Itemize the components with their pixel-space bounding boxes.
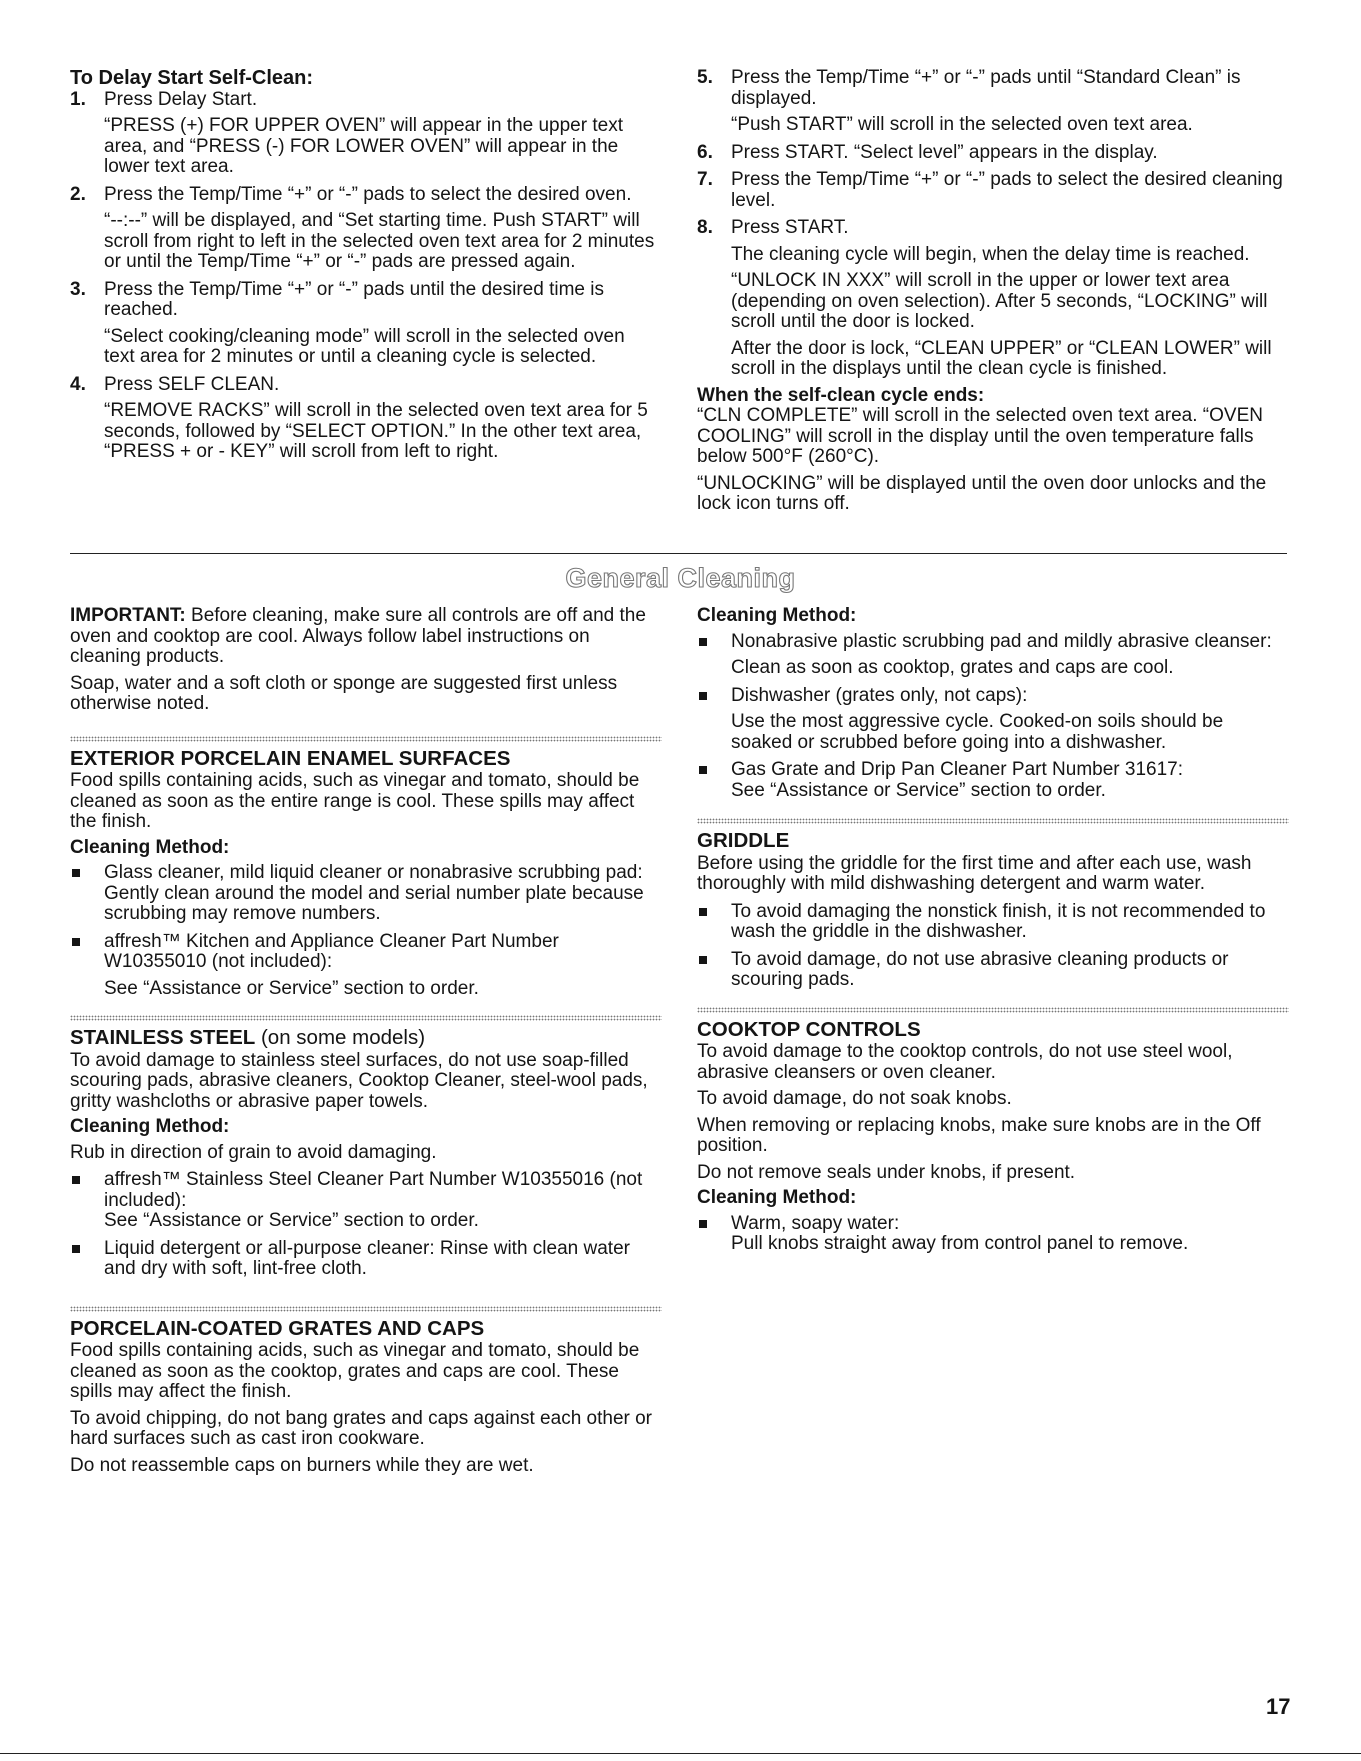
list-item-text: Warm, soapy water: [731,1212,900,1234]
list-item-detail: See “Assistance or Service” section to order. [104,977,479,999]
step-detail: “Push START” will scroll in the selected oven text area. [731,114,1193,135]
step-detail: “Select cooking/cleaning mode” will scroll in the selected oven text area for 2 minutes or until a cleaning cycle is selected. [104,325,625,367]
list-item-text: To avoid damage, do not use abrasive cleaning products or scouring pads. [731,948,1229,990]
page-number: 17 [1266,1694,1291,1719]
delay-start-continued [697,68,1287,515]
controls-paragraph: When removing or replacing knobs, make sure knobs are in the Off position. [697,1114,1261,1156]
stainless-rub: Rub in direction of grain to avoid damaging. [70,1141,437,1163]
list-item [697,686,1289,754]
exterior-heading: EXTERIOR PORCELAIN ENAMEL SURFACES [70,746,511,770]
controls-paragraph: Do not remove seals under knobs, if present. [697,1161,1076,1183]
dotted-divider [70,736,662,742]
exterior-intro: Food spills containing acids, such as vinegar and tomato, should be cleaned as soon as the entire range is cool. These spills may affect the finish. [70,770,640,832]
dotted-divider [697,818,1289,824]
step-text: Press the Temp/Time “+” or “-” pads until the desired time is reached. [104,278,604,320]
list-item-detail: See “Assistance or Service” section to order. [731,779,1106,801]
stainless-heading-text: STAINLESS STEEL [70,1026,256,1049]
step-number: 5. [697,67,713,88]
list-item-text: affresh™ Kitchen and Appliance Cleaner Part Number W10355010 (not included): [104,930,559,972]
step-text: Press the Temp/Time “+” or “-” pads to select the desired oven. [104,183,632,205]
list-item-text: Glass cleaner, mild liquid cleaner or nonabrasive scrubbing pad: Gently clean around the model and serial number plate because scrubbing may remove numbers. [104,862,644,924]
step-3 [70,280,660,368]
cycle-ends-text: “CLN COMPLETE” will scroll in the selected oven text area. “OVEN COOLING” will scroll in the display until the oven temperature falls below 500°F (260°C). [697,405,1263,467]
grates-paragraph: Do not reassemble caps on burners while they are wet. [70,1454,534,1476]
dotted-divider [70,1015,662,1021]
step-number: 7. [697,169,713,190]
step-number: 2. [70,183,86,205]
step-7 [697,170,1287,211]
list-item [70,932,662,1000]
right-column [697,606,1289,1255]
list-item [697,902,1289,943]
griddle-intro: Before using the griddle for the first time and after each use, wash thoroughly with mild dishwashing detergent and warm water. [697,852,1252,894]
griddle-heading: GRIDDLE [697,829,790,852]
step-number: 3. [70,278,86,300]
important-text: Before cleaning, make sure all controls are off and the oven and cooktop are cool. Always follow label instructions on cleaning products. [70,605,646,667]
list-item [70,1170,662,1232]
step-text: Press the Temp/Time “+” or “-” pads until “Standard Clean” is displayed. [731,67,1241,109]
grates-paragraph: Food spills containing acids, such as vinegar and tomato, should be cleaned as soon as the cooktop, grates and caps are cool. These spills may affect the finish. [70,1340,640,1402]
list-item-detail: Pull knobs straight away from control panel to remove. [731,1233,1189,1254]
list-item-detail: Clean as soon as cooktop, grates and caps are cool. [731,657,1174,678]
list-item [70,1239,662,1280]
step-5 [697,68,1287,136]
step-detail: “PRESS (+) FOR UPPER OVEN” will appear in the upper text area, and “PRESS (-) FOR LOWER OVEN” will appear in the lower text area. [104,115,623,177]
important-note [70,606,662,668]
step-detail: After the door is lock, “CLEAN UPPER” or “CLEAN LOWER” will scroll in the displays until the clean cycle is finished. [731,337,1272,379]
stainless-heading [70,1028,662,1049]
step-2 [70,185,660,273]
cycle-ends-text: “UNLOCKING” will be displayed until the oven door unlocks and the lock icon turns off. [697,472,1267,514]
step-6 [697,143,1287,164]
list-item [697,632,1289,679]
step-detail: “UNLOCK IN XXX” will scroll in the upper or lower text area (depending on oven selection). After 5 seconds, “LOCKING” will scroll until the door is locked. [731,270,1268,332]
list-item-text: affresh™ Stainless Steel Cleaner Part Number W10355016 (not included): [104,1169,643,1211]
step-detail: The cleaning cycle will begin, when the delay time is reached. [731,243,1250,265]
controls-paragraph: To avoid damage to the cooktop controls, do not use steel wool, abrasive cleansers or oven cleaner. [697,1041,1233,1083]
list-item [697,950,1289,991]
list-item [70,863,662,925]
grates-paragraph: To avoid chipping, do not bang grates and caps against each other or hard surfaces such as cast iron cookware. [70,1407,653,1449]
stainless-intro: To avoid damage to stainless steel surfaces, do not use soap-filled scouring pads, abrasive cleaners, Cooktop Cleaner, steel-wool pads, gritty washcloths or abrasive paper towels. [70,1049,648,1112]
step-detail: “--:--” will be displayed, and “Set starting time. Push START” will scroll from right to left in the selected oven text area for 2 minutes or until the Temp/Time “+” or “-” pads are pressed again. [104,210,655,272]
step-text: Press SELF CLEAN. [104,373,280,395]
list-item-text: To avoid damaging the nonstick finish, it is not recommended to wash the griddle in the dishwasher. [731,900,1266,942]
dotted-divider [697,1007,1289,1013]
delay-start-title: To Delay Start Self-Clean: [70,67,314,89]
important-label: IMPORTANT: [70,605,186,626]
step-text: Press Delay Start. [104,88,258,110]
step-number: 6. [697,141,713,163]
step-number: 4. [70,373,86,395]
step-text: Press START. [731,217,849,238]
step-1 [70,90,660,178]
step-text: Press the Temp/Time “+” or “-” pads to select the desired cleaning level. [731,169,1283,211]
grates-heading: PORCELAIN-COATED GRATES AND CAPS [70,1316,485,1340]
list-item [697,760,1289,801]
list-item-text: Nonabrasive plastic scrubbing pad and mildly abrasive cleanser: [731,630,1272,652]
section-divider [70,553,1287,554]
list-item-text: Gas Grate and Drip Pan Cleaner Part Number 31617: [731,759,1184,780]
bottom-edge-rule [0,1753,1361,1754]
step-text: Press START. “Select level” appears in the display. [731,141,1158,163]
list-item [697,1214,1289,1255]
controls-paragraph: To avoid damage, do not soak knobs. [697,1088,1012,1109]
list-item-text: Dishwasher (grates only, not caps): [731,684,1028,706]
general-cleaning-title: General Cleaning [565,563,796,593]
stainless-heading-note: (on some models) [255,1026,426,1049]
step-4 [70,375,660,463]
step-number: 1. [70,88,86,110]
controls-heading: COOKTOP CONTROLS [697,1017,921,1041]
soap-note: Soap, water and a soft cloth or sponge are suggested first unless otherwise noted. [70,672,618,714]
step-8 [697,218,1287,380]
cleaning-method-label: Cleaning Method: [697,1187,857,1208]
list-item-detail: Use the most aggressive cycle. Cooked-on soils should be soaked or scrubbed before going into a dishwasher. [731,711,1224,753]
cleaning-method-label: Cleaning Method: [70,1116,230,1137]
dotted-divider [70,1306,662,1312]
cycle-ends-heading: When the self-clean cycle ends: [697,384,985,406]
list-item-text: Liquid detergent or all-purpose cleaner: Rinse with clean water and dry with soft, lint-free cloth. [104,1237,630,1279]
delay-start-section [70,68,660,463]
list-item-detail: See “Assistance or Service” section to order. [104,1210,479,1231]
cleaning-method-label: Cleaning Method: [697,605,857,626]
step-number: 8. [697,217,713,238]
left-column [70,606,662,1476]
step-detail: “REMOVE RACKS” will scroll in the selected oven text area for 5 seconds, followed by “SELECT OPTION.” In the other text area, “PRESS + or - KEY” will scroll from left to right. [104,400,648,462]
cleaning-method-label: Cleaning Method: [70,836,230,858]
